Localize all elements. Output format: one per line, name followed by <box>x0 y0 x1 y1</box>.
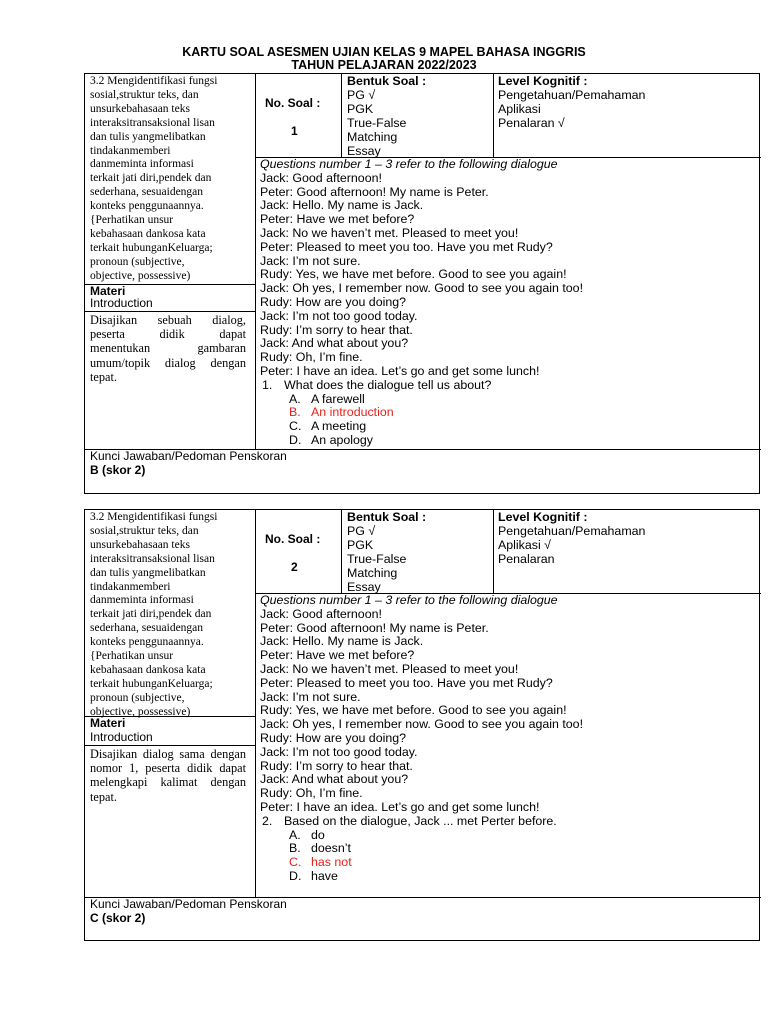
document-title: KARTU SOAL ASESMEN UJIAN KELAS 9 MAPEL BAHASA INGGRIS <box>182 45 586 59</box>
level-kognitif: Level Kognitif : Pengetahuan/Pemahaman Aplikasi √ Penalaran <box>498 510 646 566</box>
question-body: Questions number 1 – 3 refer to the following dialogue Jack: Good afternoon! Peter: Good afternoon! My name is Peter. Jack: Hello. My name is Jack. Peter: Have we met before? Jack: No we haven’t met. Pleased to meet you! Peter: Pleased to meet you too. Have you met Rudy? Jack: I’m not sure. Rudy: Yes, we have met before. Good to see you again! Jack: Oh yes, I remember now. Good to see you again too! Rudy: How are you doing? Jack: I’m not too good today. Rudy: I’m sorry to hear that. Jack: And what about you? Rudy: Oh, I’m fine. Peter: I have an idea. Let’s go and get some lunch! 1. What does the dialogue tell us about? A. A farewell B. An introduction C. A meeting D. An apology <box>260 157 584 447</box>
option-letter: A. <box>289 391 301 406</box>
competency-line: objective, possessive) <box>90 269 191 282</box>
bentuk-item: True-False <box>347 552 407 566</box>
option-text: An apology <box>311 432 374 447</box>
competency-line: kebahasaan dankosa kata <box>90 227 206 240</box>
dialogue-line: Jack: Good afternoon! <box>260 170 382 185</box>
dialogue-line: Peter: Pleased to meet you too. Have you met Rudy? <box>260 675 553 690</box>
option-letter: C. <box>289 855 302 870</box>
competency-line: danmeminta informasi <box>90 158 194 171</box>
answer-option <box>289 842 583 856</box>
competency-line: pronoun (subjective, <box>90 691 185 704</box>
level-item: Pengetahuan/Pemahaman <box>498 524 646 538</box>
competency-line: kebahasaan dankosa kata <box>90 663 206 676</box>
dialogue-line: Peter: Have we met before? <box>260 648 415 663</box>
level-item: Aplikasi <box>498 102 541 116</box>
question-card-1 <box>84 73 760 494</box>
bentuk-soal: Bentuk Soal : PG √ PGK True-False Matching Essay <box>347 510 427 594</box>
option-letter: B. <box>289 841 301 856</box>
level-item: Pengetahuan/Pemahaman <box>498 88 646 102</box>
no-soal-label: No. Soal : <box>265 96 321 110</box>
dialogue-line: Jack: And what about you? <box>260 772 409 787</box>
dialogue-line: Rudy: Oh, I’m fine. <box>260 786 363 801</box>
dialogue-line: Peter: Good afternoon! My name is Peter. <box>260 620 489 635</box>
bentuk-item: PG √ <box>347 524 376 538</box>
answer-option <box>289 829 583 843</box>
bentuk-item: Essay <box>347 580 381 594</box>
no-soal-value: 2 <box>291 560 298 574</box>
dialogue-line: Peter: I have an idea. Let’s go and get some lunch! <box>260 799 540 814</box>
dialogue-line: Rudy: Yes, we have met before. Good to see you again! <box>260 703 567 718</box>
bentuk-item: PGK <box>347 538 374 552</box>
bentuk-item: PGK <box>347 102 374 116</box>
answer-key: Kunci Jawaban/Pedoman Penskoran C (skor 2) <box>90 897 287 925</box>
level-item: Aplikasi √ <box>498 538 551 552</box>
dialogue-line: Jack: Oh yes, I remember now. Good to see you again too! <box>260 717 584 732</box>
answer-key: Kunci Jawaban/Pedoman Penskoran B (skor 2) <box>90 449 287 477</box>
answer-option <box>289 393 583 407</box>
dialogue-line: Jack: Good afternoon! <box>260 606 382 621</box>
competency-line: interaksitransaksional lisan <box>90 116 215 129</box>
option-text: An introduction <box>311 405 394 420</box>
option-text: A farewell <box>311 391 365 406</box>
dialogue-line: Jack: No we haven’t met. Pleased to meet you! <box>260 225 519 240</box>
competency-line: sederhana, sesuaidengan <box>90 186 204 199</box>
bentuk-item: Matching <box>347 130 398 144</box>
dialogue-line: Rudy: How are you doing? <box>260 294 407 309</box>
option-letter: D. <box>289 432 302 447</box>
dialogue-line: Jack: And what about you? <box>260 336 409 351</box>
competency-line: sosial,struktur teks, dan <box>90 524 199 537</box>
dialogue-line: Jack: I’m not too good today. <box>260 744 418 759</box>
option-letter: A. <box>289 827 301 842</box>
materi-label: Materi <box>90 284 126 298</box>
competency-line: unsurkebahasaan teks <box>90 102 190 115</box>
option-text: do <box>311 827 325 842</box>
option-text: have <box>311 868 338 883</box>
answer-option <box>289 406 583 420</box>
competency-line: sederhana, sesuaidengan <box>90 622 204 635</box>
competency-line: {Perhatikan unsur <box>90 214 174 227</box>
competency-line: sosial,struktur teks, dan <box>90 88 199 101</box>
bentuk-item: True-False <box>347 116 407 130</box>
materi-value: Introduction <box>90 730 153 744</box>
dialogue-line: Jack: Oh yes, I remember now. Good to see you again too! <box>260 281 584 296</box>
indicator-text: Disajikan dialog sama dengan nomor 1, peserta didik dapat melengkapi kalimat dengan tepat. <box>90 747 246 804</box>
level-item: Penalaran <box>498 552 555 566</box>
no-soal-value: 1 <box>291 124 298 138</box>
dialogue-line: Rudy: Yes, we have met before. Good to see you again! <box>260 267 567 282</box>
dialogue-line: Jack: Hello. My name is Jack. <box>260 198 424 213</box>
dialogue-line: Peter: I have an idea. Let’s go and get some lunch! <box>260 363 540 378</box>
dialogue-line: Jack: No we haven’t met. Pleased to meet you! <box>260 661 519 676</box>
dialogue-line: Peter: Have we met before? <box>260 212 415 227</box>
dialogue-line: Jack: I’m not too good today. <box>260 308 418 323</box>
competency-line: 3.2 Mengidentifikasi fungsi <box>90 75 218 87</box>
answer-option <box>289 434 583 448</box>
competency-line: unsurkebahasaan teks <box>90 538 190 551</box>
competency-line: dan tulis yangmelibatkan <box>90 130 206 143</box>
materi-value: Introduction <box>90 296 153 310</box>
answer-option <box>289 870 583 884</box>
option-text: A meeting <box>311 419 367 434</box>
competency-line: {Perhatikan unsur <box>90 650 174 663</box>
competency-line: interaksitransaksional lisan <box>90 552 215 565</box>
level-item: Penalaran √ <box>498 116 565 130</box>
option-text: has not <box>311 855 352 870</box>
option-letter: D. <box>289 868 302 883</box>
dialogue-line: Jack: I’m not sure. <box>260 689 361 704</box>
competency-line: objective, possessive) <box>90 705 191 718</box>
competency-line: dan tulis yangmelibatkan <box>90 566 206 579</box>
answer-option <box>289 420 583 434</box>
level-kognitif: Level Kognitif : Pengetahuan/Pemahaman Aplikasi Penalaran √ <box>498 74 646 130</box>
materi-label: Materi <box>90 716 126 730</box>
competency-line: terkait jati diri,pendek dan <box>90 608 212 621</box>
competency-line: konteks penggunaannya. <box>90 636 204 649</box>
competency-text <box>90 511 254 720</box>
dialogue-line: Rudy: I’m sorry to hear that. <box>260 758 413 773</box>
dialogue-line: Rudy: Oh, I’m fine. <box>260 350 363 365</box>
competency-line: terkait jati diri,pendek dan <box>90 172 212 185</box>
bentuk-soal: Bentuk Soal : PG √ PGK True-False Matching Essay <box>347 74 427 158</box>
dialogue-line: Jack: I’m not sure. <box>260 253 361 268</box>
option-letter: B. <box>289 405 301 420</box>
option-text: doesn’t <box>311 841 351 856</box>
answer-option <box>289 856 583 870</box>
question-body: Questions number 1 – 3 refer to the following dialogue Jack: Good afternoon! Peter: Good afternoon! My name is Peter. Jack: Hello. My name is Jack. Peter: Have we met before? Jack: No we haven’t met. Pleased to meet you! Peter: Pleased to meet you too. Have you met Rudy? Jack: I’m not sure. Rudy: Yes, we have met before. Good to see you again! Jack: Oh yes, I remember now. Good to see you again too! Rudy: How are you doing? Jack: I’m not too good today. Rudy: I’m sorry to hear that. Jack: And what about you? Rudy: Oh, I’m fine. Peter: I have an idea. Let’s go and get some lunch! 2. Based on the dialogue, Jack ... met Perter before. A. do B. doesn’t C. has not D. have <box>260 593 584 883</box>
document-subtitle: TAHUN PELAJARAN 2022/2023 <box>291 58 477 72</box>
question-card-2 <box>84 509 760 941</box>
competency-line: terkait hubunganKeluarga; <box>90 241 213 254</box>
competency-line: konteks penggunaannya. <box>90 200 204 213</box>
option-letter: C. <box>289 419 302 434</box>
competency-line: tindakanmemberi <box>90 580 171 593</box>
competency-line: tindakanmemberi <box>90 144 171 157</box>
dialogue-line: Rudy: I’m sorry to hear that. <box>260 322 413 337</box>
competency-line: terkait hubunganKeluarga; <box>90 677 213 690</box>
indicator-text: Disajikan sebuah dialog, peserta didik dapat menentukan gambaran umum/topik dialog dengan tepat. <box>90 313 246 384</box>
no-soal-label: No. Soal : <box>265 532 321 546</box>
dialogue-line: Peter: Pleased to meet you too. Have you met Rudy? <box>260 239 553 254</box>
competency-text <box>90 75 254 284</box>
competency-line: 3.2 Mengidentifikasi fungsi <box>90 511 218 523</box>
bentuk-item: PG √ <box>347 88 376 102</box>
dialogue-line: Rudy: How are you doing? <box>260 730 407 745</box>
dialogue-line: Jack: Hello. My name is Jack. <box>260 634 424 649</box>
competency-line: danmeminta informasi <box>90 594 194 607</box>
dialogue-line: Peter: Good afternoon! My name is Peter. <box>260 184 489 199</box>
bentuk-item: Essay <box>347 144 381 158</box>
bentuk-item: Matching <box>347 566 398 580</box>
competency-line: pronoun (subjective, <box>90 255 185 268</box>
